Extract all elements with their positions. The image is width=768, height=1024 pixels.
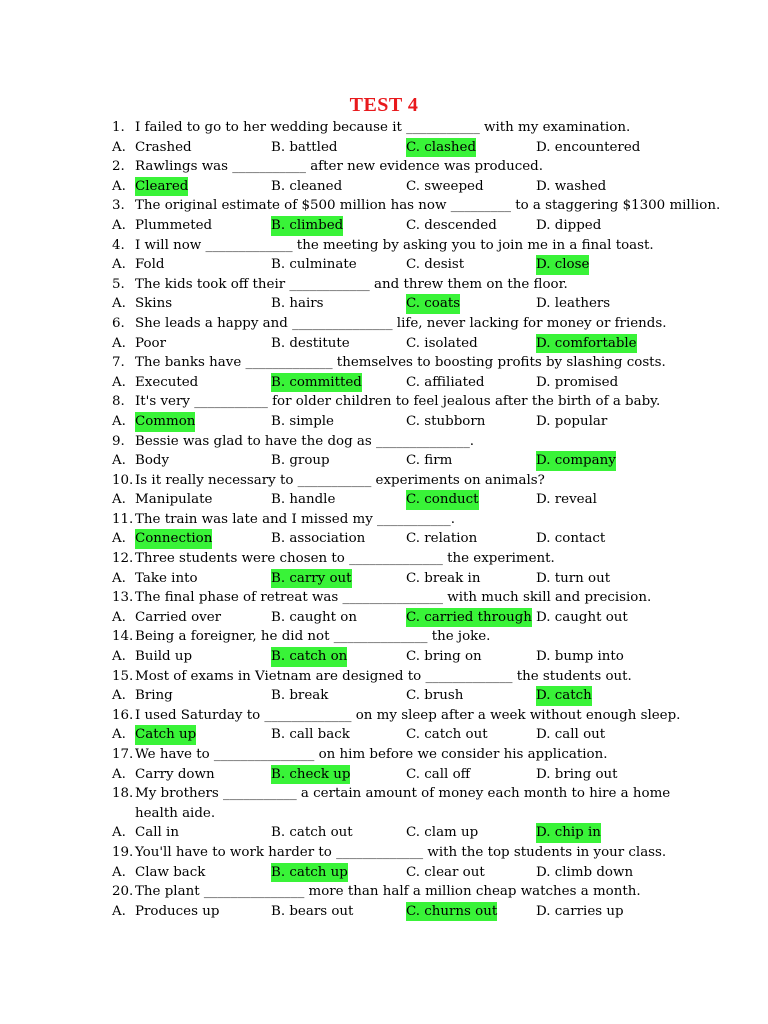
option-letter: A.: [112, 139, 126, 155]
option-letter: A.: [112, 374, 126, 390]
question-line: [0, 706, 768, 726]
option-c: [406, 823, 478, 843]
option-c: [406, 334, 478, 354]
option-letter: A.: [112, 178, 126, 194]
option-text: D. comfortable: [536, 334, 637, 354]
question-line: [0, 275, 768, 295]
question-line: [0, 353, 768, 373]
options-row: [0, 177, 768, 197]
option-a: [112, 686, 173, 706]
option-text: C. firm: [406, 453, 453, 469]
option-a: [112, 863, 206, 883]
option-letter: A.: [112, 335, 126, 351]
option-a: [112, 490, 213, 510]
option-a: [112, 451, 170, 471]
question-text: It's very ___________ for older children to feel jealous after the birth of a baby.: [135, 394, 661, 410]
question-number: 10.: [112, 472, 134, 488]
option-c: [406, 255, 464, 275]
option-a: [112, 177, 189, 197]
option-text: C. bring on: [406, 649, 482, 665]
option-text: D. carries up: [536, 903, 624, 919]
option-letter: A.: [112, 864, 126, 880]
question-text: The train was late and I missed my ___________.: [135, 511, 455, 527]
question-line: [0, 157, 768, 177]
option-letter: A.: [112, 453, 126, 469]
question-number: 14.: [112, 629, 134, 645]
option-text: D. dipped: [536, 217, 602, 233]
option-text: B. catch on: [271, 647, 347, 667]
option-b: [271, 412, 334, 432]
test-title: TEST 4: [349, 94, 419, 116]
option-b: [271, 569, 352, 589]
question-number: 2.: [112, 159, 125, 175]
option-text: C. sweeped: [406, 178, 484, 194]
option-text: D. promised: [536, 374, 619, 390]
question-text: The final phase of retreat was _______________ with much skill and precision.: [135, 590, 652, 606]
option-text: B. climbed: [271, 216, 343, 236]
question-line: [0, 804, 768, 824]
option-b: [271, 529, 365, 549]
option-text: C. stubborn: [406, 413, 486, 429]
option-text: D. company: [536, 451, 616, 471]
option-b: [271, 686, 328, 706]
question-line: [0, 784, 768, 804]
option-d: [536, 490, 597, 510]
option-letter: A.: [112, 296, 126, 312]
option-a: [112, 823, 179, 843]
option-text: C. coats: [406, 294, 460, 314]
question-number: 1.: [112, 120, 125, 135]
question-number: 7.: [112, 355, 125, 371]
option-b: [271, 902, 353, 922]
option-c: [406, 490, 479, 510]
question-line: [0, 667, 768, 687]
option-text: C. brush: [406, 688, 464, 704]
question-number: 6.: [112, 315, 125, 331]
option-a: [112, 765, 215, 785]
option-b: [271, 823, 353, 843]
options-row: [0, 765, 768, 785]
option-b: [271, 138, 337, 158]
option-text: Body: [135, 453, 170, 469]
option-letter: A.: [112, 570, 126, 586]
option-text: D. contact: [536, 531, 606, 547]
option-a: [112, 138, 192, 158]
option-d: [536, 569, 610, 589]
options-row: [0, 569, 768, 589]
option-text: D. climb down: [536, 864, 634, 880]
option-b: [271, 334, 350, 354]
option-text: C. churns out: [406, 902, 497, 922]
option-text: Carry down: [135, 766, 215, 782]
option-text: D. turn out: [536, 570, 611, 586]
option-d: [536, 412, 607, 432]
option-text: Connection: [135, 529, 212, 549]
option-a: [112, 334, 166, 354]
option-c: [406, 902, 497, 922]
option-text: C. clear out: [406, 864, 485, 880]
option-text: Cleared: [135, 177, 188, 197]
option-text: B. handle: [271, 492, 336, 508]
option-text: Fold: [135, 257, 165, 273]
question-text: health aide.: [135, 805, 216, 821]
question-text: The plant _______________ more than half a million cheap watches a month.: [135, 884, 641, 900]
option-c: [406, 765, 470, 785]
option-letter: A.: [112, 609, 126, 625]
option-text: Produces up: [135, 903, 220, 919]
question-number: 5.: [112, 276, 125, 292]
options-row: [0, 863, 768, 883]
option-text: C. relation: [406, 531, 478, 547]
option-c: [406, 725, 488, 745]
option-text: Common: [135, 412, 195, 432]
option-text: D. washed: [536, 178, 607, 194]
option-text: Catch up: [135, 725, 196, 745]
question-number: 12.: [112, 551, 134, 567]
option-letter: A.: [112, 688, 126, 704]
option-text: D. call out: [536, 727, 606, 743]
option-text: D. chip in: [536, 823, 601, 843]
option-text: D. encountered: [536, 139, 641, 155]
option-text: Claw back: [135, 864, 206, 880]
option-text: D. popular: [536, 413, 608, 429]
options-row: [0, 451, 768, 471]
question-line: [0, 882, 768, 902]
question-line: [0, 118, 768, 138]
question-line: [0, 392, 768, 412]
option-text: C. clashed: [406, 138, 476, 158]
question-number: 16.: [112, 707, 134, 723]
question-number: 17.: [112, 747, 134, 762]
question-number: 15.: [112, 668, 134, 684]
option-text: Take into: [135, 570, 198, 586]
option-text: Bring: [135, 688, 173, 704]
option-text: C. break in: [406, 570, 481, 586]
option-text: Executed: [135, 374, 199, 390]
option-a: [112, 529, 213, 549]
option-text: B. committed: [271, 373, 362, 393]
question-line: [0, 627, 768, 647]
option-d: [536, 686, 592, 706]
question-text: Is it really necessary to ___________ experiments on animals?: [135, 472, 545, 488]
option-c: [406, 373, 485, 393]
option-text: B. catch out: [271, 825, 353, 841]
option-d: [536, 529, 605, 549]
question-line: [0, 510, 768, 530]
option-b: [271, 608, 357, 628]
question-list: [0, 118, 768, 921]
option-text: D. leathers: [536, 296, 611, 312]
option-text: B. hairs: [271, 296, 324, 312]
question-line: [0, 549, 768, 569]
question-text: Rawlings was ___________ after new evidence was produced.: [135, 159, 544, 175]
option-text: D. bring out: [536, 766, 618, 782]
option-a: [112, 373, 199, 393]
option-a: [112, 412, 196, 432]
question-line: [0, 236, 768, 256]
question-line: [0, 432, 768, 452]
option-d: [536, 765, 618, 785]
option-text: Manipulate: [135, 492, 213, 508]
option-c: [406, 294, 460, 314]
option-a: [112, 902, 220, 922]
question-text: She leads a happy and _______________ life, never lacking for money or friends.: [135, 315, 667, 331]
option-text: B. call back: [271, 727, 350, 743]
question-number: 9.: [112, 433, 125, 449]
option-text: B. association: [271, 531, 366, 547]
option-text: C. isolated: [406, 335, 478, 351]
option-d: [536, 902, 624, 922]
options-row: [0, 373, 768, 393]
option-text: B. cleaned: [271, 178, 343, 194]
question-text: Being a foreigner, he did not ______________ the joke.: [135, 629, 491, 645]
option-c: [406, 412, 485, 432]
option-text: B. culminate: [271, 257, 357, 273]
option-b: [271, 647, 347, 667]
options-row: [0, 412, 768, 432]
question-number: 3.: [112, 198, 125, 214]
question-line: [0, 471, 768, 491]
question-line: [0, 745, 768, 765]
option-text: D. caught out: [536, 609, 628, 625]
option-b: [271, 216, 343, 236]
question-text: I failed to go to her wedding because it ___________ with my examination.: [135, 120, 631, 135]
option-b: [271, 451, 330, 471]
option-text: D. bump into: [536, 649, 624, 665]
option-text: B. simple: [271, 413, 334, 429]
option-text: B. bears out: [271, 903, 354, 919]
question-number: 18.: [112, 786, 134, 802]
option-b: [271, 490, 335, 510]
options-row: [0, 608, 768, 628]
option-text: Carried over: [135, 609, 222, 625]
option-d: [536, 823, 601, 843]
option-c: [406, 686, 463, 706]
option-text: C. affiliated: [406, 374, 485, 390]
option-a: [112, 294, 173, 314]
question-text: I will now _____________ the meeting by asking you to join me in a final toast.: [135, 237, 654, 253]
option-b: [271, 863, 348, 883]
option-text: D. catch: [536, 686, 592, 706]
options-row: [0, 138, 768, 158]
option-b: [271, 373, 362, 393]
option-b: [271, 294, 324, 314]
option-a: [112, 608, 222, 628]
option-text: Skins: [135, 296, 173, 312]
option-text: Plummeted: [135, 217, 213, 233]
option-text: Poor: [135, 335, 166, 351]
option-text: C. call off: [406, 766, 471, 782]
option-a: [112, 725, 197, 745]
option-text: B. caught on: [271, 609, 357, 625]
question-text: I used Saturday to _____________ on my sleep after a week without enough sleep.: [135, 707, 681, 723]
question-text: The original estimate of $500 million has now _________ to a staggering $1300 million.: [135, 198, 721, 214]
option-text: C. carried through: [406, 608, 532, 628]
option-text: B. group: [271, 453, 330, 469]
option-d: [536, 647, 624, 667]
option-c: [406, 569, 480, 589]
option-c: [406, 138, 476, 158]
option-letter: A.: [112, 217, 126, 233]
question-number: 11.: [112, 511, 134, 527]
options-row: [0, 490, 768, 510]
question-text: Three students were chosen to ______________ the experiment.: [135, 551, 555, 567]
option-b: [271, 177, 342, 197]
question-line: [0, 588, 768, 608]
option-text: B. destitute: [271, 335, 350, 351]
option-d: [536, 294, 610, 314]
options-row: [0, 686, 768, 706]
option-a: [112, 216, 213, 236]
question-number: 20.: [112, 884, 134, 900]
question-text: Bessie was glad to have the dog as ______________.: [135, 433, 475, 449]
option-d: [536, 451, 616, 471]
options-row: [0, 294, 768, 314]
option-text: B. break: [271, 688, 329, 704]
option-text: Build up: [135, 649, 193, 665]
options-row: [0, 647, 768, 667]
option-text: Call in: [135, 825, 179, 841]
options-row: [0, 529, 768, 549]
option-d: [536, 138, 640, 158]
option-c: [406, 608, 532, 628]
question-text: My brothers ___________ a certain amount of money each month to hire a home: [135, 786, 671, 802]
options-row: [0, 216, 768, 236]
option-text: B. catch up: [271, 863, 348, 883]
option-a: [112, 647, 193, 667]
option-d: [536, 177, 606, 197]
option-d: [536, 608, 628, 628]
option-c: [406, 216, 497, 236]
option-d: [536, 373, 618, 393]
option-letter: A.: [112, 727, 126, 743]
question-line: [0, 843, 768, 863]
option-text: C. clam up: [406, 825, 479, 841]
option-c: [406, 647, 482, 667]
option-text: D. close: [536, 255, 589, 275]
question-text: You'll have to work harder to _____________ with the top students in your class.: [135, 844, 667, 860]
question-line: [0, 314, 768, 334]
option-letter: A.: [112, 531, 126, 547]
options-row: [0, 823, 768, 843]
option-text: B. carry out: [271, 569, 352, 589]
option-a: [112, 255, 165, 275]
option-letter: A.: [112, 649, 126, 665]
option-c: [406, 451, 452, 471]
option-d: [536, 334, 637, 354]
option-letter: A.: [112, 766, 126, 782]
question-line: [0, 196, 768, 216]
option-d: [536, 216, 601, 236]
options-row: [0, 725, 768, 745]
question-number: 19.: [112, 844, 134, 860]
question-text: The kids took off their ____________ and threw them on the floor.: [135, 276, 568, 292]
option-text: Crashed: [135, 139, 192, 155]
option-letter: A.: [112, 492, 126, 508]
option-text: D. reveal: [536, 492, 597, 508]
option-text: B. check up: [271, 765, 350, 785]
question-number: 8.: [112, 394, 125, 410]
option-c: [406, 177, 484, 197]
option-text: B. battled: [271, 139, 338, 155]
option-letter: A.: [112, 825, 126, 841]
question-text: The banks have _____________ themselves to boosting profits by slashing costs.: [135, 355, 666, 371]
question-text: We have to _______________ on him before we consider his application.: [135, 747, 608, 762]
option-c: [406, 863, 485, 883]
option-d: [536, 863, 633, 883]
options-row: [0, 902, 768, 922]
options-row: [0, 334, 768, 354]
option-letter: A.: [112, 903, 126, 919]
question-text: Most of exams in Vietnam are designed to _____________ the students out.: [135, 668, 632, 684]
option-text: C. descended: [406, 217, 497, 233]
option-b: [271, 765, 350, 785]
question-number: 4.: [112, 237, 125, 253]
option-a: [112, 569, 198, 589]
option-b: [271, 255, 357, 275]
option-d: [536, 255, 589, 275]
options-row: [0, 255, 768, 275]
option-letter: A.: [112, 413, 126, 429]
option-c: [406, 529, 477, 549]
option-b: [271, 725, 350, 745]
option-d: [536, 725, 605, 745]
option-text: C. catch out: [406, 727, 488, 743]
question-number: 13.: [112, 590, 134, 606]
option-text: C. desist: [406, 257, 465, 273]
option-letter: A.: [112, 257, 126, 273]
option-text: C. conduct: [406, 490, 479, 510]
